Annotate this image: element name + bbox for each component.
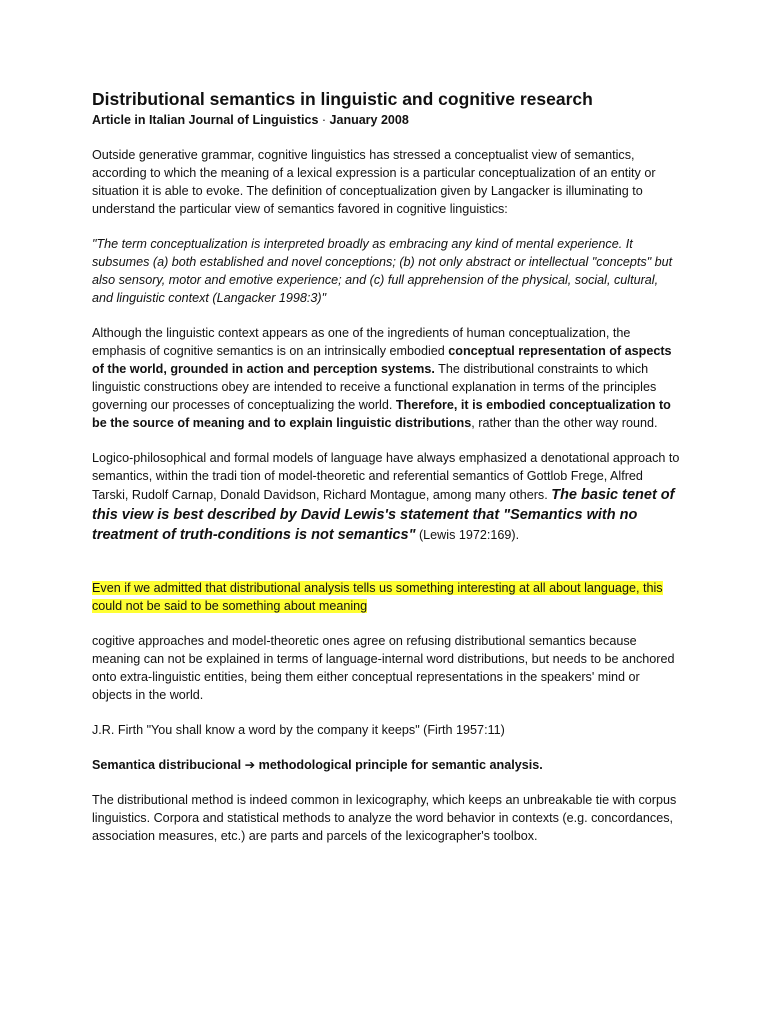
firth-quote: J.R. Firth "You shall know a word by the company it keeps" (Firth 1957:11) (92, 723, 505, 737)
article-date: January 2008 (329, 113, 409, 127)
highlighted-paragraph (92, 579, 680, 615)
paragraph-refusal: cogitive approaches and model-theoretic ones agree on refusing distributional semantics because meaning can not be explained in terms of language-internal word distributions, but needs to be anchored onto extra-linguistic entities, being them either conceptual representations in the speakers' mind or objects in the world. (92, 634, 675, 702)
citation: (Lewis 1972:169). (415, 528, 520, 542)
paragraph-embodied (92, 324, 680, 432)
document-page (92, 88, 680, 845)
page-title: Distributional semantics in linguistic and cognitive research (92, 89, 593, 109)
paragraph-denotational (92, 449, 680, 545)
separator: · (318, 113, 330, 127)
langacker-quote: "The term conceptualization is interpreted broadly as embracing any kind of mental experience. It subsumes (a) both established and novel conceptions; (b) not only abstract or intellectual "concepts" but also sensory, motor and emotive experience; and (c) full apprehension of the physical, social, cultural, and linguistic context (Langacker 1998:3)" (92, 237, 673, 305)
bold-run: Therefore, it is embodied conceptualization to be the source of meaning and to explain linguistic distributions (92, 398, 671, 430)
lewis-statement: The basic tenet of this view is best described by David Lewis's statement that "Semantics with no treatment of truth-conditions is not semantics" (92, 487, 675, 543)
highlighted-text: Even if we admitted that distributional analysis tells us something interesting at all about language, this could not be said to be something about meaning (92, 581, 663, 613)
article-info (92, 111, 680, 129)
paragraph-method-principle: Semantica distribucional ➔ methodological principle for semantic analysis. (92, 758, 543, 772)
text-run: Although the linguistic context appears as one of the ingredients of human conceptualization, the emphasis of cognitive semantics is on an intrinsically embodied (92, 326, 631, 358)
paragraph-lexicography: The distributional method is indeed common in lexicography, which keeps an unbreakable tie with corpus linguistics. Corpora and statistical methods to analyze the word behavior in contexts (e.g. concordances, association measures, etc.) are parts and parcels of the lexicographer's toolbox. (92, 793, 677, 843)
text-run: The distributional constraints to which linguistic constructions obey are intended to receive a functional explanation in terms of the principles governing our processes of conceptualizing the world. (92, 362, 657, 412)
text-run: Logico-philosophical and formal models of language have always emphasized a denotational approach to semantics, within the tradi tion of model-theoretic and referential semantics of Gottlob Frege, Alfred Tarski, Rudolf Carnap, Donald Davidson, Richard Montague, among many others. (92, 451, 680, 502)
bold-run: conceptual representation of aspects of the world, grounded in action and perception systems. (92, 344, 672, 376)
paragraph-conceptualist-view: Outside generative grammar, cognitive linguistics has stressed a conceptualist view of semantics, according to which the meaning of a lexical expression is a particular conceptualization of an entity or situation it is able to evoke. The definition of conceptualization given by Langacker is illuminating to understand the particular view of semantics favored in cognitive linguistics: (92, 148, 656, 216)
article-source: Article in Italian Journal of Linguistics (92, 113, 319, 127)
text-run: , rather than the other way round. (471, 416, 658, 430)
